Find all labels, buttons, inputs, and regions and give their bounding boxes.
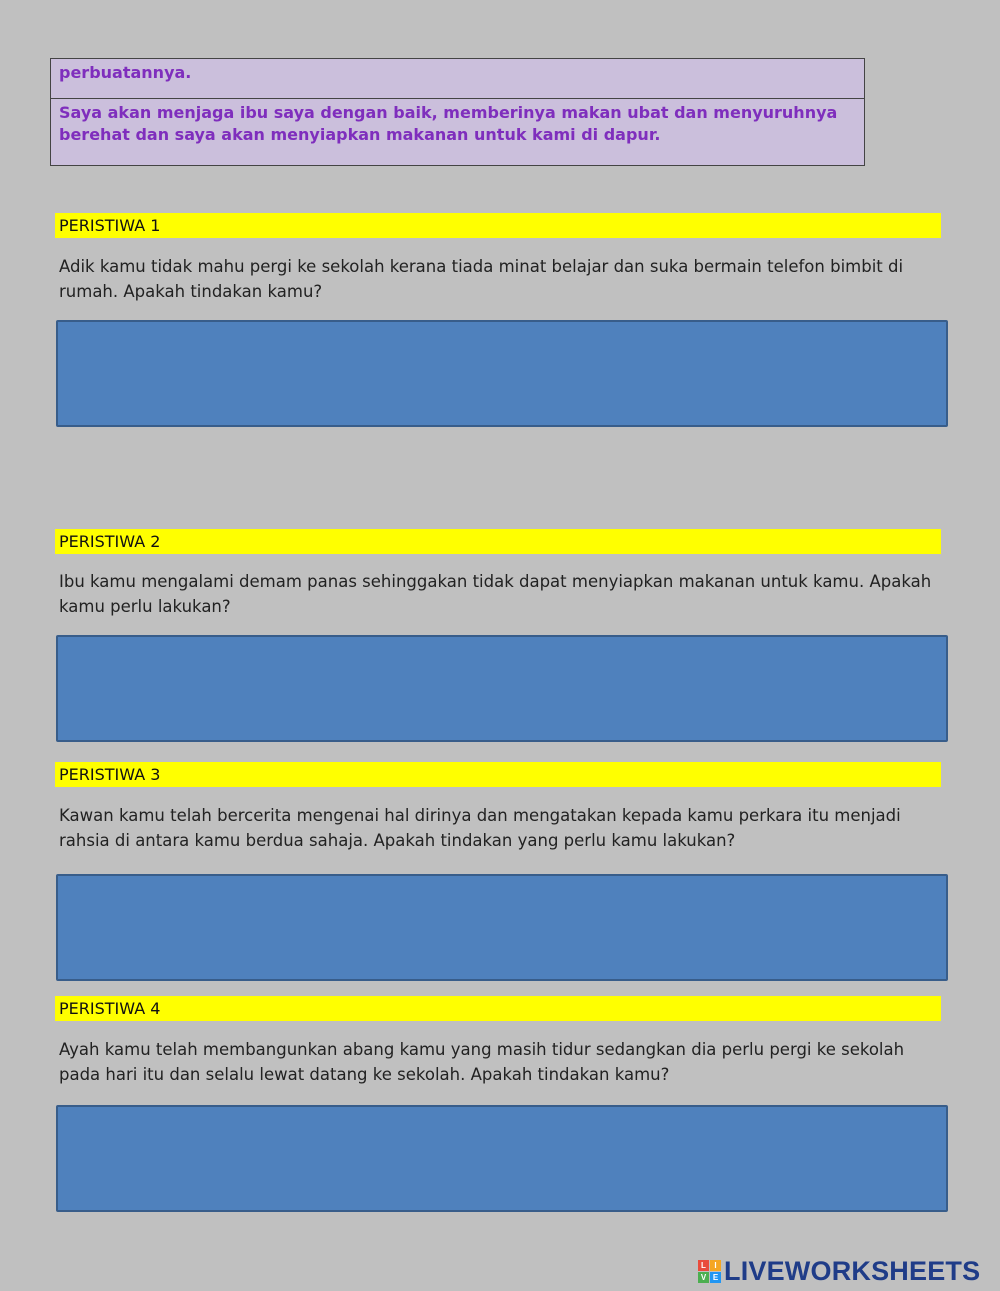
peristiwa-3-label: PERISTIWA 3 [55, 762, 941, 787]
peristiwa-3-answer-box[interactable] [56, 874, 948, 981]
peristiwa-4-question: Ayah kamu telah membangunkan abang kamu yang masih tidur sedangkan dia perlu pergi ke sekolah pada hari itu dan selalu lewat datang ke sekolah. Apakah tindakan kamu? [59, 1040, 905, 1084]
liveworksheets-wordmark: LIVEWORKSHEETS [724, 1255, 981, 1286]
example-answer-table [50, 58, 865, 166]
peristiwa-4-answer-box[interactable] [56, 1105, 948, 1212]
peristiwa-1-answer-box[interactable] [56, 320, 948, 427]
peristiwa-2-answer-box[interactable] [56, 635, 948, 742]
peristiwa-2-label: PERISTIWA 2 [55, 529, 941, 554]
example-row-2: Saya akan menjaga ibu saya dengan baik, memberinya makan ubat dan menyuruhnya berehat dan saya akan menyiapkan makanan untuk kami di dapur. [59, 103, 838, 144]
example-row-1: perbuatannya. [51, 59, 864, 99]
logo-letter-l: L [698, 1260, 709, 1271]
logo-letter-v: V [698, 1272, 709, 1283]
peristiwa-4-label: PERISTIWA 4 [55, 996, 941, 1021]
peristiwa-1-label: PERISTIWA 1 [55, 213, 941, 238]
peristiwa-2-question: Ibu kamu mengalami demam panas sehinggakan tidak dapat menyiapkan makanan untuk kamu. Apakah kamu perlu lakukan? [59, 572, 932, 616]
peristiwa-1-question: Adik kamu tidak mahu pergi ke sekolah kerana tiada minat belajar dan suka bermain telefon bimbit di rumah. Apakah tindakan kamu? [59, 257, 904, 301]
liveworksheets-mark-icon [698, 1260, 721, 1283]
peristiwa-3-question: Kawan kamu telah bercerita mengenai hal dirinya dan mengatakan kepada kamu perkara itu menjadi rahsia di antara kamu berdua sahaja. Apakah tindakan yang perlu kamu lakukan? [59, 806, 901, 850]
logo-letter-e: E [710, 1272, 721, 1283]
liveworksheets-logo [698, 1255, 980, 1287]
logo-letter-i: I [710, 1260, 721, 1271]
